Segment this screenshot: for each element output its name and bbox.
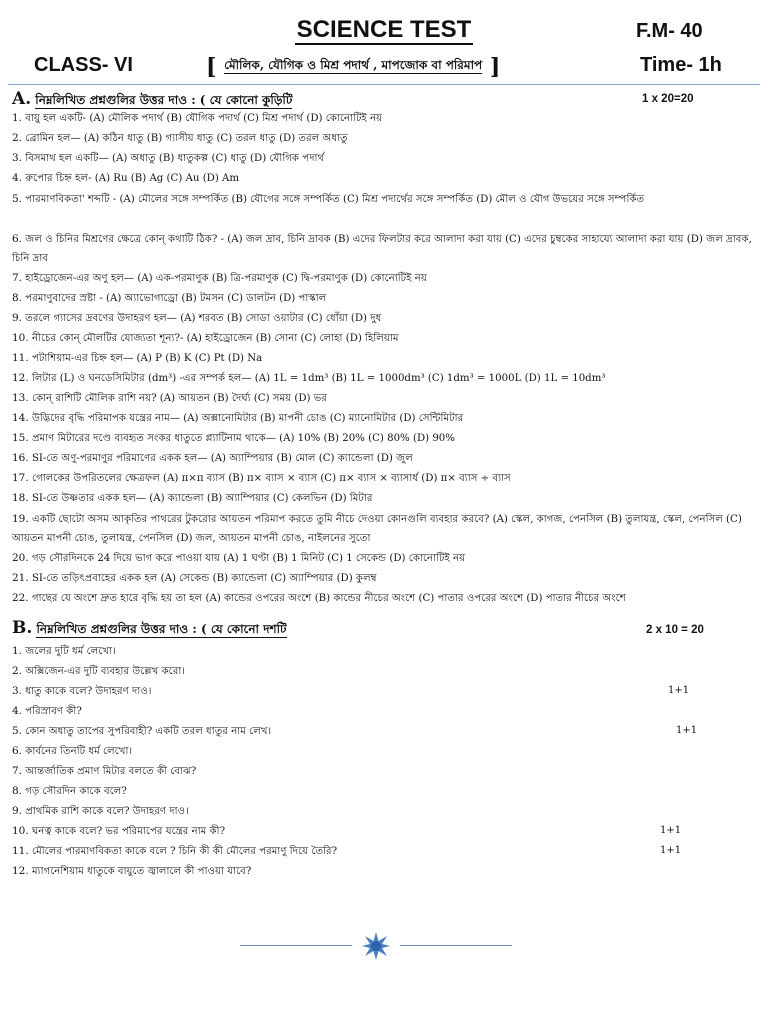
question-b-12: [12, 863, 760, 880]
question-number: 5.: [12, 193, 23, 205]
question-a-14: [12, 410, 760, 427]
question-number: 13.: [12, 392, 29, 404]
question-text: প্রমাণ মিটারের দণ্ডে ব্যবহৃত সংকর ধাতুতে প্ল্যাটিনাম থাকে— (A) 10% (B) 20% (C) 80% (D) 90%: [31, 433, 455, 444]
question-mark-split: 1+1: [660, 845, 682, 856]
question-a-22: [12, 590, 760, 607]
question-text: তরলে গ্যাসের দ্রবণের উদাহরণ হল— (A) শরবত (B) সোডা ওয়াটার (C) ধোঁয়া (D) দুধ: [25, 313, 382, 324]
question-text: ব্রোমিন হল— (A) কঠিন ধাতু (B) গ্যাসীয় ধাতু (C) তরল ধাতু (D) তরল অধাতু: [25, 133, 348, 144]
question-text: মৌলের পারমাণবিকতা কাকে বলে ? চিনি কী কী মৌলের পরমাণু দিয়ে তৈরি?: [31, 846, 338, 857]
question-number: 3.: [12, 152, 23, 164]
question-text: পরমাণুবাদের স্রষ্টা - (A) অ্যাভোগাড্রো (B) টমসন (C) ডালটন (D) পাস্কাল: [25, 293, 327, 304]
question-number: 1.: [12, 112, 23, 124]
question-b-6: [12, 743, 760, 760]
question-number: 1.: [12, 645, 23, 657]
question-text: কোন অধাতু তাপের সুপরিবাহী? একটি তরল ধাতুর নাম লেখ।: [25, 726, 272, 737]
question-b-2: [12, 663, 760, 680]
question-text: আন্তর্জাতিক প্রমাণ মিটার বলতে কী বোঝ?: [25, 766, 197, 777]
question-a-6: [12, 230, 760, 268]
question-a-2: [12, 130, 760, 147]
question-text: বায়ু হল একটি- (A) মৌলিক পদার্থ (B) যৌগিক পদার্থ (C) মিশ্র পদার্থ (D) কোনোটিই নয়: [25, 113, 383, 124]
question-a-11: [12, 350, 760, 367]
question-text: বিসমাথ হল একটি— (A) অধাতু (B) ধাতুকল্প (C) ধাতু (D) যৌগিক পদার্থ: [25, 153, 325, 164]
question-a-7: [12, 270, 760, 287]
question-number: 2.: [12, 665, 23, 677]
question-a-21: [12, 570, 760, 587]
question-mark-split: 1+1: [668, 685, 690, 696]
question-number: 6.: [12, 745, 23, 757]
question-text: হাইড্রোজেন-এর অণু হল— (A) এক-পরমাণুক (B) ত্রি-পরমাণুক (C) দ্বি-পরমাণুক (D) কোনোটিই নয়: [25, 273, 427, 284]
question-a-9: [12, 310, 760, 327]
question-text: অক্সিজেন-এর দুটি ব্যবহার উল্লেখ করো।: [25, 666, 185, 677]
question-number: 16.: [12, 452, 29, 464]
question-b-5: [12, 723, 760, 740]
question-a-1: [12, 110, 760, 127]
question-a-20: [12, 550, 760, 567]
question-number: 5.: [12, 725, 23, 737]
question-number: 11.: [12, 845, 29, 857]
question-b-4: [12, 703, 760, 720]
question-a-15: [12, 430, 760, 447]
question-text: SI-তে তড়িৎপ্রবাহের একক হল (A) সেকেন্ড (B) ক্যান্ডেলা (C) অ্যাম্পিয়ার (D) কুলম্ব: [31, 573, 377, 584]
question-a-12: [12, 370, 760, 387]
question-number: 22.: [12, 592, 29, 604]
question-a-16: [12, 450, 760, 467]
question-a-13: [12, 390, 760, 407]
question-text: কোন্ রাশিটি মৌলিক রাশি নয়? (A) আয়তন (B) দৈর্ঘ্য (C) সময় (D) ভর: [31, 393, 327, 404]
question-number: 9.: [12, 805, 23, 817]
question-text: পটাশিয়াম-এর চিহ্ন হল— (A) P (B) K (C) Pt (D) Na: [31, 353, 263, 364]
question-number: 4.: [12, 705, 23, 717]
question-mark-split: 1+1: [660, 825, 682, 836]
question-number: 17.: [12, 472, 29, 484]
section-b-heading: B. নিম্নলিখিত প্রশ্নগুলির উত্তর দাও : ( যে কোনো দশটি: [12, 618, 287, 638]
question-text: গড় সৌরদিনকে 24 দিয়ে ভাগ করে পাওয়া যায় (A) 1 ঘণ্টা (B) 1 মিনিট (C) 1 সেকেন্ড (D) কোনোটিই নয়: [31, 553, 466, 564]
question-number: 10.: [12, 825, 29, 837]
question-text: প্রাথমিক রাশি কাকে বলে? উদাহরণ দাও।: [25, 806, 189, 817]
question-text: পারমাণবিকতা' শব্দটি - (A) মৌলের সঙ্গে সম্পর্কিত (B) যৌগের সঙ্গে সম্পর্কিত (C) মিশ্র পদার্থের সঙ্গে সম্পর্কিত (D) মৌল ও যৌগ উভয়ের সঙ্গে সম্পর্কিত: [25, 194, 645, 205]
question-number: 2.: [12, 132, 23, 144]
question-a-3: [12, 150, 760, 167]
question-a-4: [12, 170, 760, 187]
question-b-10: [12, 823, 760, 840]
question-text: গাছের যে অংশে দ্রুত হারে বৃদ্ধি হয় তা হল (A) কান্ডের ওপরের অংশে (B) কান্ডের নীচের অংশে (C) পাতার ওপরের অংশে (D) পাতার নীচের অংশে: [31, 593, 626, 604]
star-ornament-icon: [361, 931, 391, 961]
header-divider: [8, 84, 760, 85]
question-text: গোলকের উপরিতলের ক্ষেত্রফল (A) π×π ব্যাস (B) π× ব্যাস × ব্যাস (C) π× ব্যাস × ব্যাসার্ধ (D) π× ব্যাস ÷ ব্যাস: [31, 473, 511, 484]
question-b-11: [12, 843, 760, 860]
question-text: ম্যাগনেশিয়াম ধাতুকে বায়ুতে জ্বালালে কী পাওয়া যাবে?: [31, 866, 252, 877]
full-marks: F.M- 40: [636, 20, 703, 42]
question-a-10: [12, 330, 760, 347]
question-b-1: [12, 643, 760, 660]
question-number: 19.: [12, 513, 29, 525]
footer-line-left: [240, 945, 352, 946]
question-text: লিটার (L) ও ঘনডেসিমিটার (dm³) -এর সম্পর্ক হল— (A) 1L = 1dm³ (B) 1L = 1000dm³ (C) 1dm³ = 1000L (D) 1L = 10dm³: [31, 373, 606, 384]
question-number: 8.: [12, 785, 23, 797]
question-number: 6.: [12, 233, 23, 245]
question-number: 4.: [12, 172, 23, 184]
question-number: 18.: [12, 492, 29, 504]
question-number: 7.: [12, 765, 23, 777]
question-text: SI-তে উষ্ণতার একক হল— (A) ক্যান্ডেলা (B) অ্যাম্পিয়ার (C) কেলভিন (D) মিটার: [31, 493, 373, 504]
question-b-7: [12, 763, 760, 780]
class-label: CLASS- VI: [34, 54, 133, 76]
question-text: ধাতু কাকে বলে? উদাহরণ দাও।: [25, 686, 152, 697]
question-a-5: [12, 190, 760, 209]
question-number: 21.: [12, 572, 29, 584]
question-text: উদ্ভিদের বৃদ্ধি পরিমাপক যন্ত্রের নাম— (A) অক্সানোমিটার (B) মাপনী চোঙ (C) ম্যানোমিটার (D) সেন্টিমিটার: [31, 413, 464, 424]
time-label: Time- 1h: [640, 54, 722, 76]
question-text: নীচের কোন্ মৌলটির যোজ্যতা শূন্য?- (A) হাইড্রোজেন (B) সোনা (C) লোহা (D) হিলিয়াম: [31, 333, 399, 344]
question-number: 15.: [12, 432, 29, 444]
page-title: SCIENCE TEST: [296, 16, 472, 43]
footer-line-right: [400, 945, 512, 946]
footer-ornament: [240, 930, 512, 960]
question-number: 11.: [12, 352, 29, 364]
question-b-3: [12, 683, 760, 700]
question-b-8: [12, 783, 760, 800]
section-a-heading: A. নিম্নলিখিত প্রশ্নগুলির উত্তর দাও : ( যে কোনো কুড়িটি: [12, 89, 293, 109]
question-text: জল ও চিনির মিশ্রণের ক্ষেত্রে কোন্ কথাটি ঠিক? - (A) জল দ্রাব, চিনি দ্রাবক (B) এদের ফিলটার করে আলাদা করা যায় (C) এদের চুম্বকের সাহায্যে আলাদা করা যায় (D) জল দ্রাবক, চিনি দ্রাব: [12, 234, 752, 264]
section-b-marks: 2 x 10 = 20: [646, 624, 704, 636]
question-text: পরিস্রাবণ কী?: [25, 706, 82, 717]
question-mark-split: 1+1: [676, 725, 698, 736]
question-a-8: [12, 290, 760, 307]
question-text: ঘনত্ব কাকে বলে? ভর পরিমাপের যন্ত্রের নাম কী?: [31, 826, 226, 837]
question-number: 12.: [12, 372, 29, 384]
question-text: কার্বনের তিনটি ধর্ম লেখো।: [25, 746, 133, 757]
question-text: SI-তে অণু-পরমাণুর পরিমাণের একক হল— (A) অ্যাম্পিয়ার (B) মোল (C) ক্যান্ডেলা (D) জুল: [31, 453, 413, 464]
question-number: 7.: [12, 272, 23, 284]
question-text: রুপোর চিহ্ন হল- (A) Ru (B) Ag (C) Au (D) Am: [25, 173, 240, 184]
question-text: গড় সৌরদিন কাকে বলে?: [25, 786, 127, 797]
question-a-19: [12, 510, 760, 548]
topic-subtitle: [ মৌলিক, যৌগিক ও মিশ্র পদার্থ , মাপজোক বা পরিমাপ ]: [206, 54, 501, 80]
question-a-17: [12, 470, 760, 487]
question-number: 20.: [12, 552, 29, 564]
question-text: জলের দুটি ধর্ম লেখো।: [25, 646, 116, 657]
question-number: 3.: [12, 685, 23, 697]
question-b-9: [12, 803, 760, 820]
question-number: 8.: [12, 292, 23, 304]
question-number: 14.: [12, 412, 29, 424]
question-number: 9.: [12, 312, 23, 324]
question-number: 10.: [12, 332, 29, 344]
question-text: একটি ছোটো অসম আকৃতির পাথরের টুকরোর আয়তন পরিমাপ করতে তুমি নীচে দেওয়া কোনগুলি ব্যবহার করবে? (A) স্কেল, কাগজ, পেনসিল (B) তুলাযন্ত্র, স্কেল, পেনসিল (C) আয়তন মাপনী চোঙ, তুলাযন্ত্র, পেনসিল (D) জল, আয়তন মাপনী চোঙ, নাইলনের সুতো: [12, 514, 742, 544]
question-a-18: [12, 490, 760, 507]
question-number: 12.: [12, 865, 29, 877]
section-a-marks: 1 x 20=20: [642, 93, 694, 105]
